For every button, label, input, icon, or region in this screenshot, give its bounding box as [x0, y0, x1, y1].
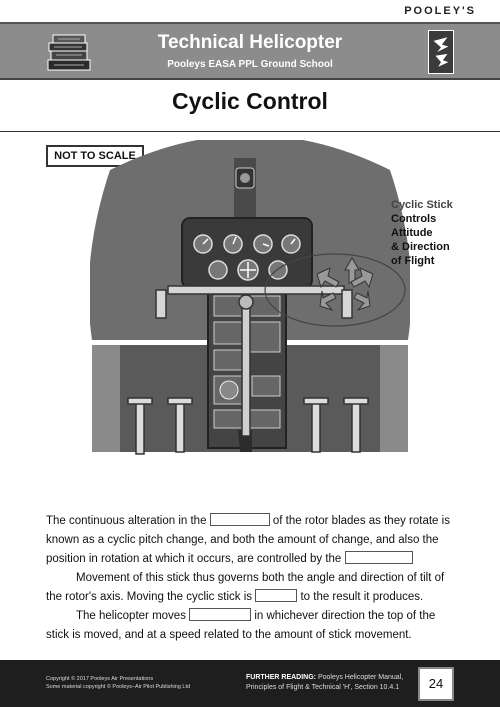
further-reading	[246, 673, 403, 693]
not-to-scale-label: NOT TO SCALE	[46, 145, 144, 167]
cockpit-illustration	[90, 140, 410, 500]
cyclic-stick-callout	[391, 198, 453, 268]
gauge	[269, 261, 287, 279]
copyright-line: Copyright © 2017 Pooleys Air Presentations	[46, 676, 154, 682]
further-reading-label: FURTHER READING:	[246, 674, 316, 681]
further-reading-line: Pooleys Helicopter Manual,	[317, 674, 404, 681]
p2-text-a: Movement of this stick thus governs both the angle and direction of tilt of the rotor's axis. Moving the cyclic stick is	[46, 572, 445, 603]
pedal-left	[136, 402, 144, 454]
answer-blank-3[interactable]	[255, 589, 297, 602]
p2-text-b: to the result it produces.	[300, 591, 424, 603]
callout-line: Controls	[391, 213, 437, 225]
copyright-line: Some material copyright © Pooleys–Air Pilot Publishing Ltd	[46, 684, 191, 690]
paragraph-3	[46, 607, 456, 645]
brand-logo: POOLEY'S	[404, 5, 476, 17]
p1-text-a: The continuous alteration in the	[46, 515, 207, 527]
paragraph-1	[46, 512, 456, 569]
p3-text-a: The helicopter moves	[76, 610, 186, 622]
copyright-notice	[46, 675, 190, 691]
p1-text-b: of the rotor blades as they rotate is known as a cyclic pitch change, and both the amount of change, and also the position in rotation at which it occurs, are controlled by the	[46, 515, 450, 565]
gauge	[209, 261, 227, 279]
callout-title: Cyclic Stick	[391, 199, 453, 211]
page-title: Cyclic Control	[172, 88, 328, 114]
cyclic-crossbar	[168, 286, 344, 294]
header-subtitle: Pooleys EASA PPL Ground School	[167, 59, 333, 70]
callout-line: & Direction	[391, 241, 450, 253]
pedal-right	[312, 402, 320, 452]
page-number: 24	[418, 667, 454, 701]
further-reading-line: Principles of Flight & Technical 'H', Section 10.4.1	[246, 684, 400, 691]
answer-blank-1[interactable]	[210, 513, 270, 526]
cyclic-grip-right	[342, 290, 352, 318]
answer-blank-4[interactable]	[189, 608, 251, 621]
callout-line: Attitude	[391, 227, 433, 239]
cyclic-grip-left	[156, 290, 166, 318]
paragraph-2	[46, 569, 456, 607]
top-strip	[0, 0, 500, 22]
header-title: Technical Helicopter	[157, 32, 343, 53]
bird-logo-icon	[428, 30, 454, 74]
p3-text-b: in whichever direction the top of the stick is moved, and at a speed related to the amount of stick movement.	[46, 610, 436, 641]
callout-line: of Flight	[391, 255, 435, 267]
page-header	[0, 22, 500, 80]
title-divider	[0, 131, 500, 132]
answer-blank-2[interactable]	[345, 551, 413, 564]
